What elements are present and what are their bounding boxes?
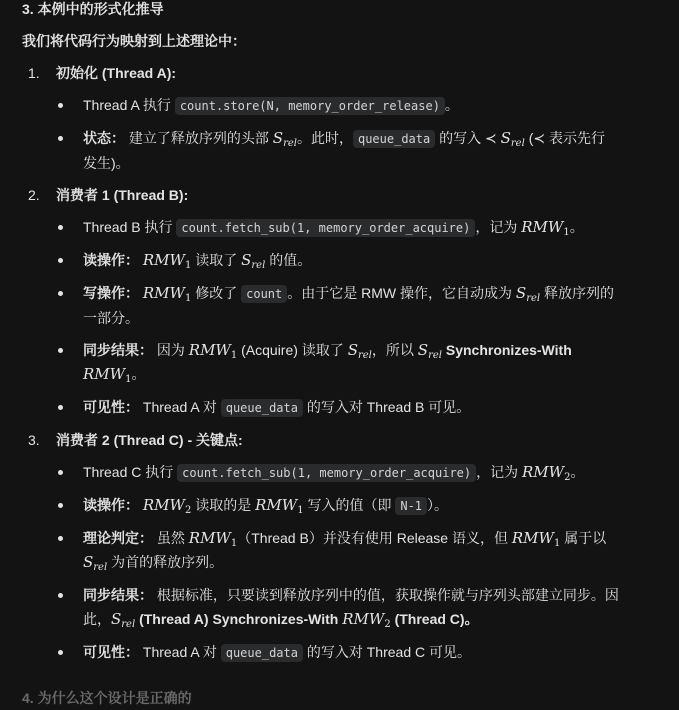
list-item xyxy=(58,526,648,574)
text: 。 xyxy=(131,366,146,382)
list-item xyxy=(58,281,648,330)
bullet-dot xyxy=(58,470,63,475)
text: (Acquire) 读取了 xyxy=(237,342,348,358)
math: $S_{rel}$ xyxy=(111,610,136,630)
bullet-dot xyxy=(58,348,63,353)
item-label: 理论判定： xyxy=(83,530,153,546)
section-heading: 3. 本例中的形式化推导 xyxy=(22,1,164,17)
bullet-dot xyxy=(58,291,63,296)
text: Thread B 执行 xyxy=(83,219,177,235)
list-item xyxy=(58,338,648,386)
text: 释放序列的 xyxy=(540,285,614,301)
list-item xyxy=(58,126,648,175)
list-item xyxy=(58,215,648,240)
bullet-dot xyxy=(58,225,63,230)
text: 发生)。 xyxy=(83,155,130,171)
text: Thread A 执行 xyxy=(83,97,175,113)
bullet-dot xyxy=(58,258,63,263)
list-item xyxy=(58,583,648,631)
text: ，记为 xyxy=(475,219,522,235)
next-section-heading-partial: 4. 为什么这个设计是正确的 xyxy=(22,690,192,706)
item-label: 同步结果： xyxy=(83,342,153,358)
text: (Thread C)。 xyxy=(390,611,479,627)
text: 写入的值（即 xyxy=(303,497,396,513)
math: $S_{rel}$ xyxy=(241,251,266,271)
step-title: 消费者 2 (Thread C) - 关键点: xyxy=(56,432,243,448)
list-item xyxy=(58,93,648,118)
text: 修改了 xyxy=(191,285,242,301)
text: 。此时， xyxy=(296,130,353,146)
item-label: 可见性： xyxy=(83,644,139,660)
step-title: 初始化 (Thread A): xyxy=(56,65,177,81)
text: 根据标准，只要读到释放序列中的值，获取操作就与序列头部建立同步。因 xyxy=(153,587,619,603)
math: $S_{rel}$ xyxy=(272,129,297,149)
bullet-dot xyxy=(58,650,63,655)
math: $RMW_1$ xyxy=(188,529,238,549)
text: 为首的释放序列。 xyxy=(107,554,224,570)
item-label: 读操作： xyxy=(83,252,139,268)
inline-code: queue_data xyxy=(221,644,303,662)
math: $RMW_2$ xyxy=(342,610,391,630)
inline-code: count.fetch_sub(1, memory_order_acquire) xyxy=(176,219,475,237)
math: $RMW_1$ xyxy=(511,529,561,549)
text: 的值。 xyxy=(265,252,312,268)
text: 一部分。 xyxy=(83,310,139,326)
inline-code: queue_data xyxy=(221,399,303,417)
text: 读取了 xyxy=(191,252,242,268)
math: $RMW_1$ xyxy=(142,251,192,271)
intro-text: 我们将代码行为映射到上述理论中： xyxy=(22,33,246,49)
text: 此， xyxy=(83,611,111,627)
math: $RMW_1$ xyxy=(521,218,570,238)
list-item xyxy=(58,640,648,665)
step-3-header xyxy=(28,428,243,452)
text: 属于以 xyxy=(560,530,607,546)
step-number: 1. xyxy=(28,65,40,81)
step-2-header xyxy=(28,183,188,207)
text: ，所以 xyxy=(371,342,418,358)
math: $RMW_1$ xyxy=(188,341,238,361)
text: 的写入对 Thread C 可见。 xyxy=(302,644,471,660)
math: $S_{rel}$ xyxy=(500,129,525,149)
list-item xyxy=(58,248,648,272)
text: (Thread A) Synchronizes-With xyxy=(135,611,343,627)
text: Thread A 对 xyxy=(139,644,221,660)
text: Synchronizes-With xyxy=(441,342,572,358)
bullet-dot xyxy=(58,136,63,141)
inline-code: queue_data xyxy=(353,130,435,148)
text: 。由于它是 RMW 操作，它自动成为 xyxy=(287,285,516,301)
text: 。 xyxy=(570,464,585,480)
bullet-dot xyxy=(58,536,63,541)
item-label: 同步结果： xyxy=(83,587,153,603)
bullet-dot xyxy=(58,503,63,508)
item-label: 可见性： xyxy=(83,399,139,415)
text: Thread A 对 xyxy=(139,399,221,415)
math: $RMW_2$ xyxy=(522,463,571,483)
inline-code: N-1 xyxy=(395,497,427,515)
text: 的写入 ≺ xyxy=(435,130,501,146)
math: $S_{rel}$ xyxy=(83,553,108,573)
bullet-dot xyxy=(58,405,63,410)
math: $S_{rel}$ xyxy=(347,341,372,361)
text: (≺ 表示先行 xyxy=(524,130,605,146)
bullet-dot xyxy=(58,103,63,108)
bullet-dot xyxy=(58,593,63,598)
math: $RMW_1$ xyxy=(255,496,304,516)
text: 。 xyxy=(569,219,584,235)
text: 的写入对 Thread B 可见。 xyxy=(302,399,471,415)
list-item xyxy=(58,395,648,420)
step-number: 2. xyxy=(28,187,40,203)
math: $RMW_1$ xyxy=(83,365,132,385)
math: $RMW_2$ xyxy=(142,496,192,516)
text: 建立了释放序列的头部 xyxy=(125,130,273,146)
list-item xyxy=(58,493,648,518)
item-label: 读操作： xyxy=(83,497,139,513)
math: $RMW_1$ xyxy=(142,284,192,304)
text: （Thread B）并没有使用 Release 语义，但 xyxy=(237,530,512,546)
list-item xyxy=(58,460,648,485)
step-title: 消费者 1 (Thread B): xyxy=(56,187,189,203)
text: 虽然 xyxy=(153,530,189,546)
text: ，记为 xyxy=(476,464,523,480)
item-label: 状态： xyxy=(83,130,125,146)
text: 读取的是 xyxy=(191,497,256,513)
math: $S_{rel}$ xyxy=(417,341,442,361)
step-1-header xyxy=(28,61,176,85)
math: $S_{rel}$ xyxy=(515,284,541,304)
text: 因为 xyxy=(153,342,189,358)
text: Thread C 执行 xyxy=(83,464,178,480)
inline-code: count xyxy=(241,285,287,303)
text: ）。 xyxy=(427,497,449,513)
step-number: 3. xyxy=(28,432,40,448)
inline-code: count.store(N, memory_order_release) xyxy=(175,97,445,115)
text: 。 xyxy=(444,97,459,113)
item-label: 写操作： xyxy=(83,285,139,301)
inline-code: count.fetch_sub(1, memory_order_acquire) xyxy=(177,464,476,482)
